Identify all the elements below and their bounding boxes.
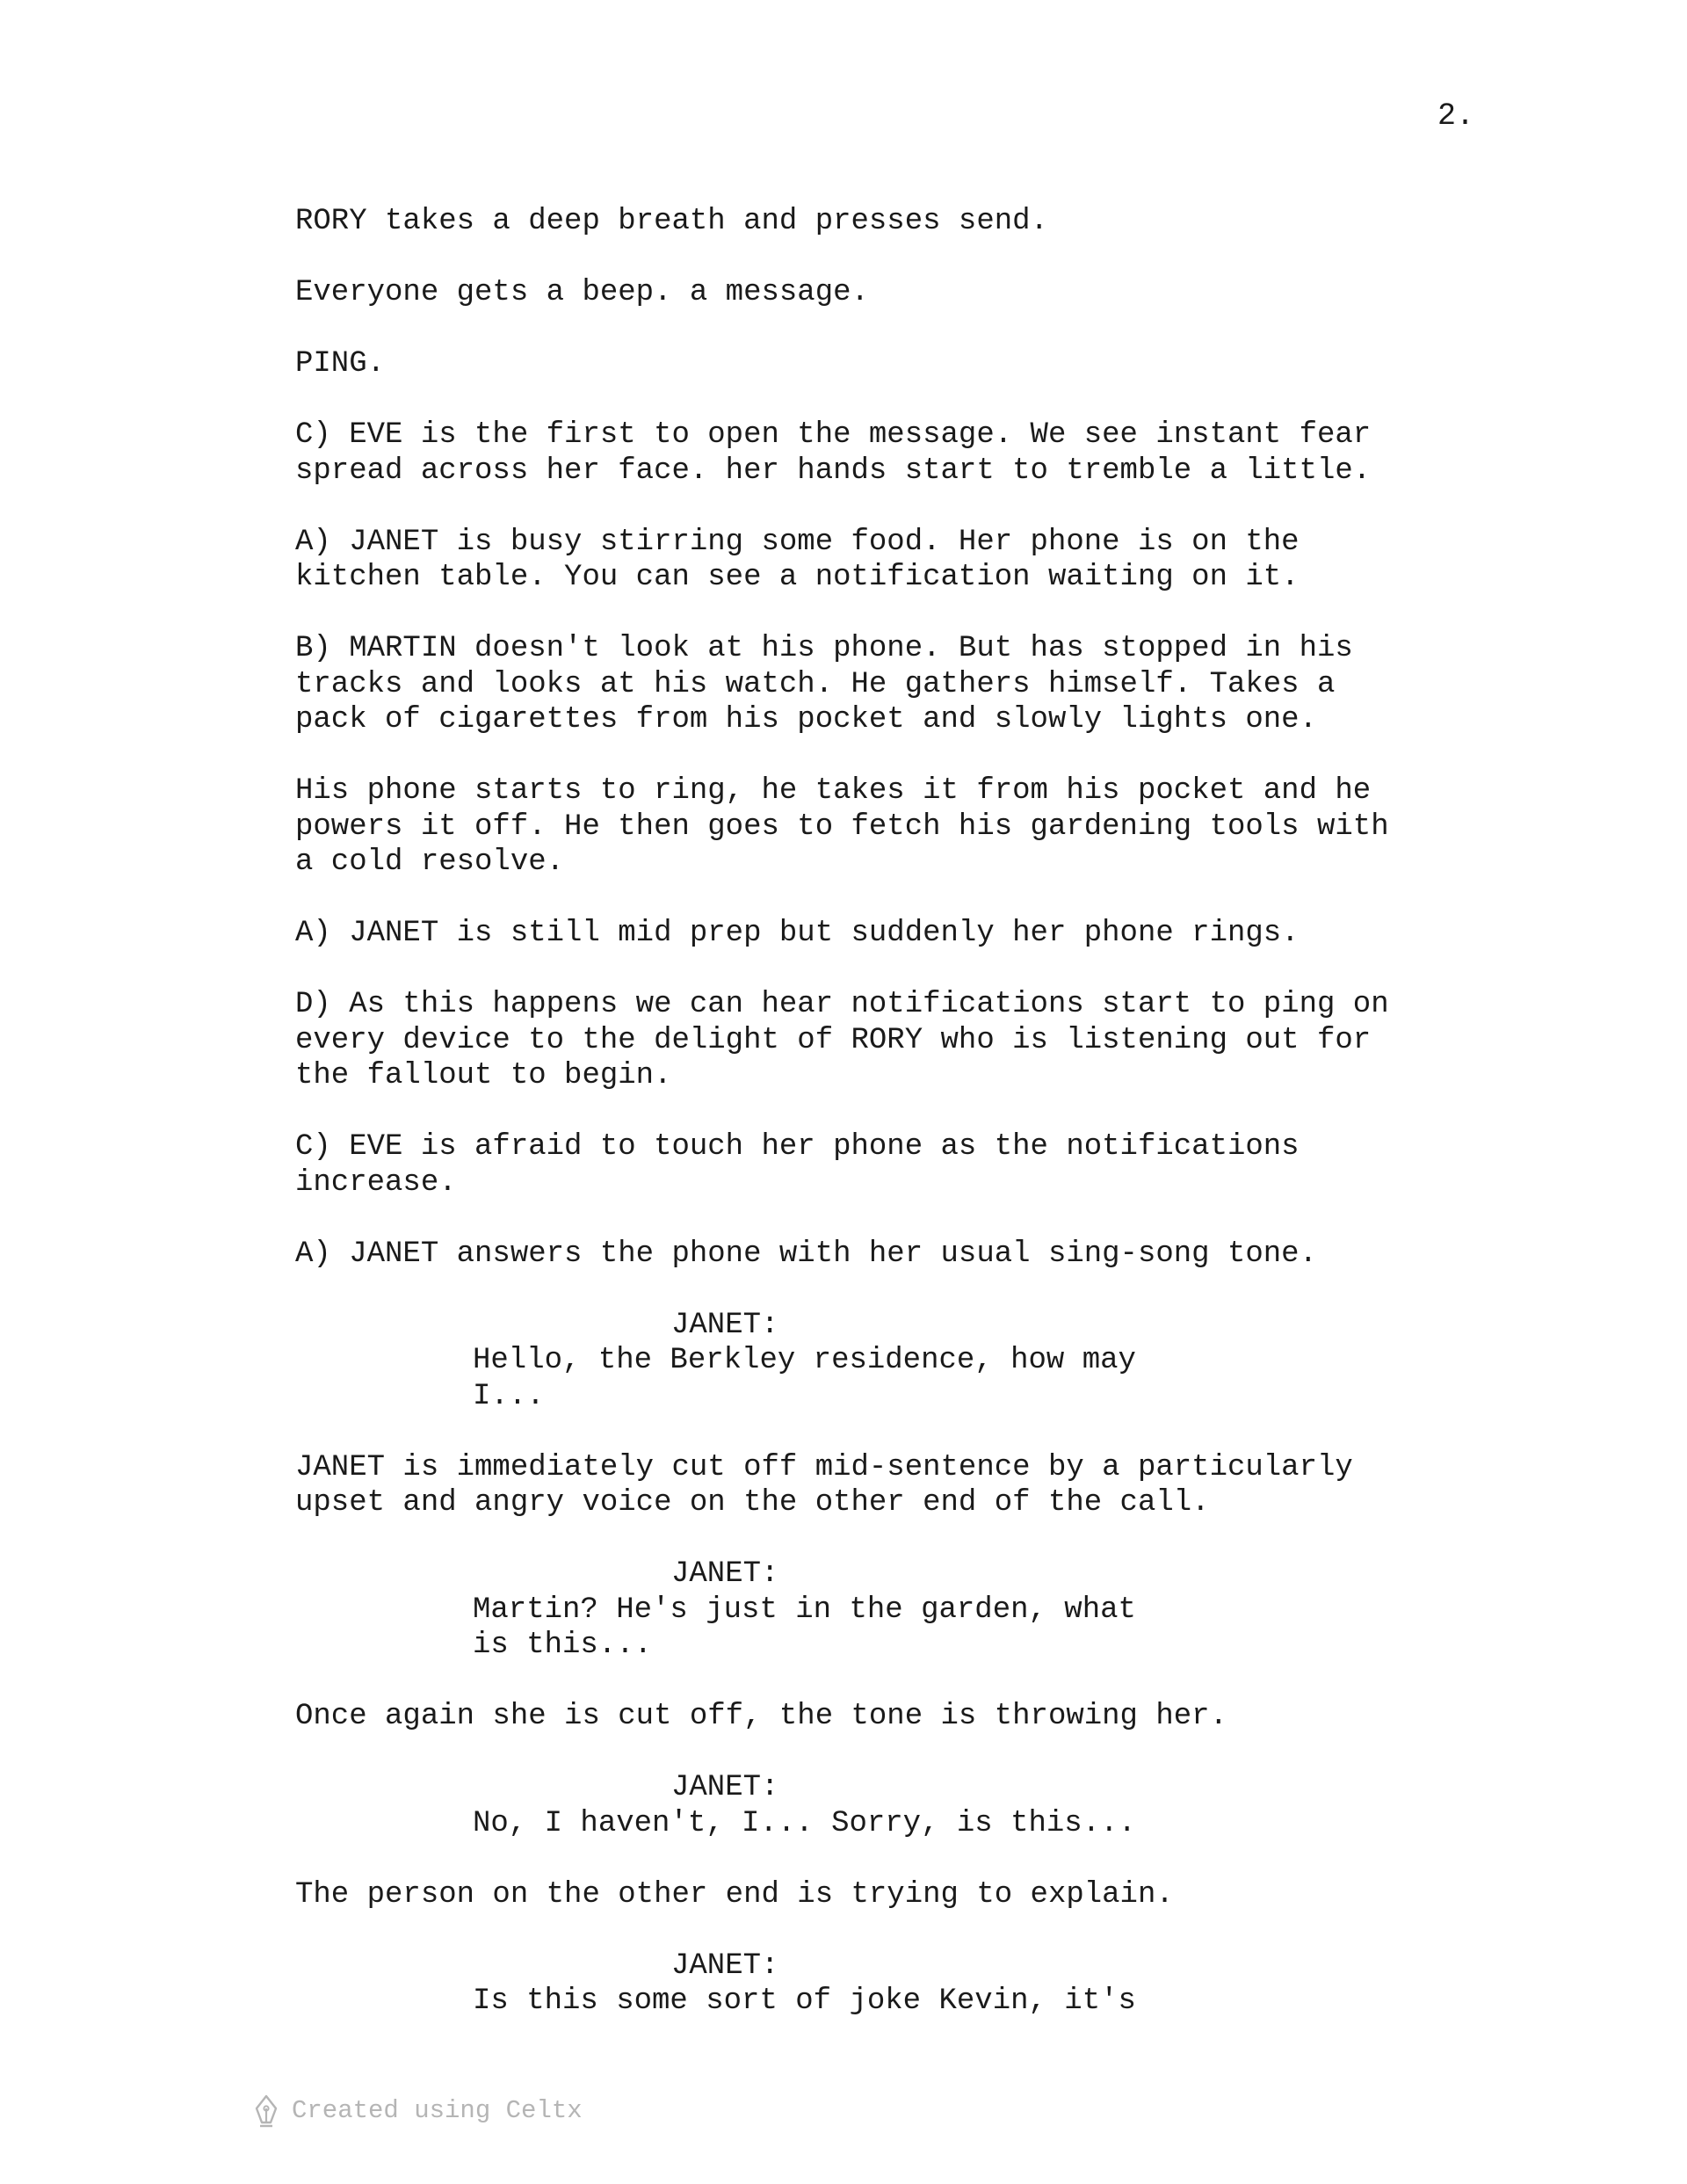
screenplay-body — [295, 204, 1508, 2055]
action-line: His phone starts to ring, he takes it from his pocket and he — [295, 774, 1372, 808]
dialogue-line: is this... — [473, 1629, 653, 1662]
dialogue-line: Martin? He's just in the garden, what — [473, 1593, 1136, 1627]
dialogue-line: I... — [473, 1379, 545, 1413]
character-cue: JANET: — [671, 1771, 779, 1804]
action-block — [295, 1699, 1508, 1735]
action-line: PING. — [295, 347, 386, 381]
action-line: Once again she is cut off, the tone is throwing her. — [295, 1700, 1227, 1733]
action-block — [295, 1877, 1508, 1913]
dialogue-line: No, I haven't, I... Sorry, is this... — [473, 1806, 1136, 1840]
action-block — [295, 525, 1508, 596]
dialogue-block — [295, 1806, 1508, 1842]
action-line: powers it off. He then goes to fetch his gardening tools with — [295, 809, 1389, 844]
footer-credit: Created using Celtx — [292, 2096, 583, 2125]
action-line: every device to the delight of RORY who is listening out for — [295, 1023, 1372, 1057]
action-line: upset and angry voice on the other end of the call. — [295, 1486, 1210, 1520]
action-line: kitchen table. You can see a notification waiting on it. — [295, 561, 1300, 594]
dialogue-block — [295, 1343, 1508, 1414]
action-line: spread across her face. her hands start to tremble a little. — [295, 453, 1372, 488]
action-line: The person on the other end is trying to explain. — [295, 1877, 1174, 1912]
action-block — [295, 417, 1508, 489]
action-block — [295, 346, 1508, 382]
action-line: A) JANET is still mid prep but suddenly her phone rings. — [295, 917, 1300, 950]
action-line: RORY takes a deep breath and presses send. — [295, 205, 1048, 238]
character-cue: JANET: — [671, 1557, 779, 1591]
page-number: 2. — [1437, 98, 1475, 134]
action-block — [295, 1237, 1508, 1273]
action-block — [295, 631, 1508, 738]
action-block — [295, 1129, 1508, 1201]
action-block — [295, 987, 1508, 1094]
action-line: C) EVE is afraid to touch her phone as the notifications — [295, 1130, 1300, 1164]
action-line: A) JANET is busy stirring some food. Her phone is on the — [295, 525, 1300, 559]
action-line: increase. — [295, 1165, 457, 1200]
dialogue-block — [295, 1593, 1508, 1664]
action-line: C) EVE is the first to open the message. We see instant fear — [295, 418, 1372, 452]
action-line: JANET is immediately cut off mid-sentence by a particularly — [295, 1450, 1353, 1484]
dialogue-line: Hello, the Berkley residence, how may — [473, 1344, 1136, 1377]
action-line: A) JANET answers the phone with her usual sing-song tone. — [295, 1237, 1317, 1271]
action-block — [295, 204, 1508, 240]
action-line: tracks and looks at his watch. He gathers himself. Takes a — [295, 667, 1336, 701]
action-line: a cold resolve. — [295, 845, 565, 879]
action-line: the fallout to begin. — [295, 1059, 672, 1092]
action-block — [295, 916, 1508, 952]
dialogue-block — [295, 1984, 1508, 2020]
pen-nib-icon — [253, 2093, 279, 2129]
dialogue-line: Is this some sort of joke Kevin, it's — [473, 1984, 1136, 2018]
action-block — [295, 275, 1508, 311]
action-block — [295, 1450, 1508, 1521]
action-line: B) MARTIN doesn't look at his phone. But has stopped in his — [295, 632, 1353, 665]
footer — [253, 2093, 583, 2129]
action-line: D) As this happens we can hear notifications start to ping on — [295, 988, 1389, 1021]
action-block — [295, 773, 1508, 881]
character-cue: JANET: — [671, 1948, 779, 1983]
character-cue: JANET: — [671, 1308, 779, 1342]
action-line: pack of cigarettes from his pocket and slowly lights one. — [295, 703, 1317, 736]
action-line: Everyone gets a beep. a message. — [295, 276, 869, 309]
